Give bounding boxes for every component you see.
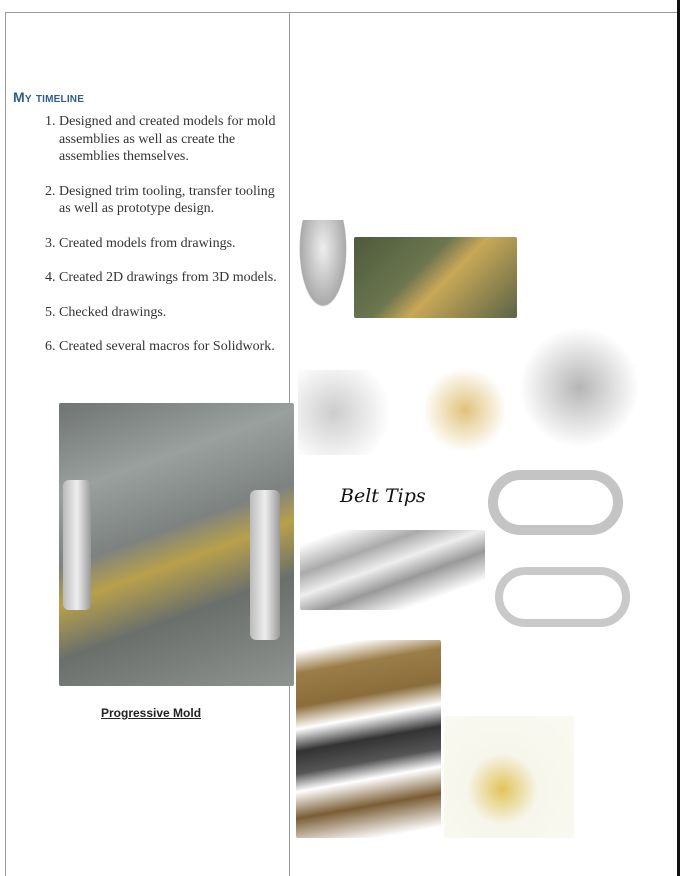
progressive-mold-caption: Progressive Mold <box>101 706 202 720</box>
guide-pillar <box>250 490 280 640</box>
timeline-list <box>20 113 284 373</box>
bronze-belt-ends-photo <box>296 640 441 838</box>
page-left-border <box>5 12 6 876</box>
belt-tips-photo <box>300 530 485 610</box>
section-title: My timeline <box>13 89 85 105</box>
timeline-item: 3. Created models from drawings. <box>59 235 284 253</box>
snap-button-photo <box>296 220 350 315</box>
belt-clips-photo <box>298 370 418 455</box>
guide-pillar <box>63 480 91 610</box>
prong-snaps-photo <box>512 325 647 450</box>
timeline-item: 5. Checked drawings. <box>59 304 284 322</box>
brass-tips-photo <box>354 237 517 318</box>
timeline-item: 1. Designed and created models for mold assemblies as well as create the assemblies themselves. <box>59 113 284 166</box>
grommet-photo <box>488 470 623 535</box>
crimp-ends-photo <box>425 365 505 455</box>
timeline-item: 2. Designed trim tooling, transfer tooling as well as prototype design. <box>59 183 284 218</box>
timeline-item: 6. Created several macros for Solidwork. <box>59 338 284 356</box>
timeline-item: 4. Created 2D drawings from 3D models. <box>59 269 284 287</box>
grommet-ring-photo <box>495 567 630 627</box>
gold-cord-ends-photo <box>444 716 574 838</box>
belt-tips-label: Belt Tips <box>340 485 426 507</box>
page-top-border <box>5 12 678 13</box>
